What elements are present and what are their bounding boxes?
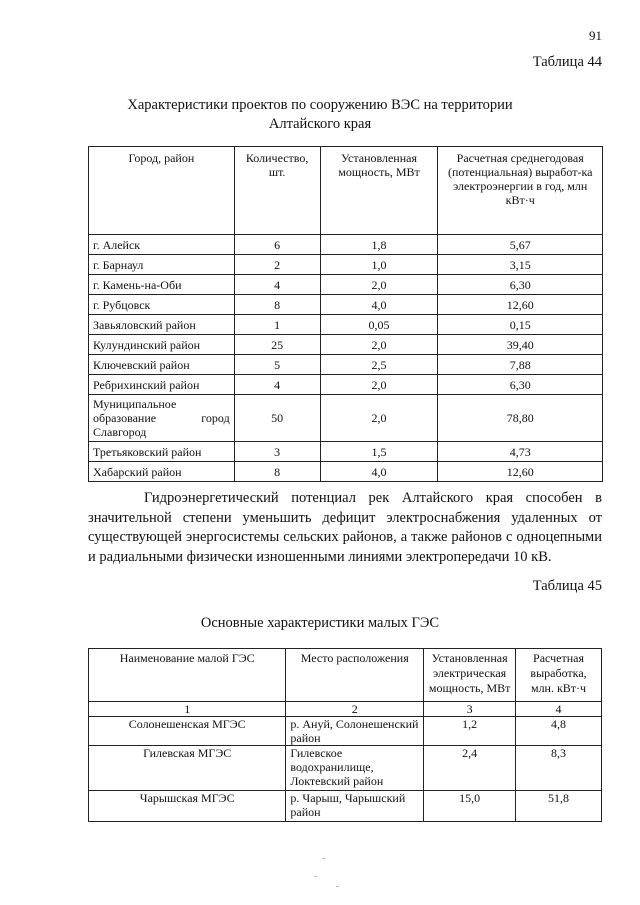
table44-cell-slavgorod [89,395,235,442]
table44-cell: г. Камень-на-Оби [89,275,235,295]
table44-cell: 6,30 [438,375,603,395]
table44-cell: 0,05 [320,315,438,335]
table-row [89,315,603,335]
table44-cell: 4 [234,275,320,295]
table-row [89,395,603,442]
table44-cell: 3 [234,442,320,462]
table44-label: Таблица 44 [532,54,602,70]
table44-cell: 4,0 [320,295,438,315]
table45-header: Наименование малой ГЭС [89,649,286,702]
slavgorod-word: город [201,411,230,425]
table45 [88,648,602,822]
table44-cell: Завьяловский район [89,315,235,335]
table44-cell: 1,5 [320,442,438,462]
table45-cell: 4,8 [516,717,602,746]
table44-cell: 12,60 [438,462,603,482]
table44-cell: 4 [234,375,320,395]
table45-index: 2 [286,702,424,717]
table-row [89,442,603,462]
table-row [89,235,603,255]
table-row [89,295,603,315]
slavgorod-line3: Славгород [93,425,147,439]
table45-header-row [89,649,602,702]
table44-cell: г. Алейск [89,235,235,255]
table44-caption [0,96,640,134]
table44-cell: г. Рубцовск [89,295,235,315]
table44-cell: 4,73 [438,442,603,462]
table44-cell: 7,88 [438,355,603,375]
table44-caption-line2: Алтайского края [268,116,372,132]
table45-cell: Гилевская МГЭС [89,746,286,791]
table44-header: Установленная мощность, МВт [320,147,438,235]
table45-cell: Гилевское водохранилище, Локтевский район [286,746,424,791]
table44 [88,146,603,482]
scan-speck [322,858,325,859]
table45-index: 4 [516,702,602,717]
table44-cell: 2,0 [320,375,438,395]
table44-cell: 4,0 [320,462,438,482]
table44-cell: 1 [234,315,320,335]
table44-cell: 1,0 [320,255,438,275]
table-row [89,746,602,791]
table45-index: 3 [424,702,516,717]
table44-cell: 0,15 [438,315,603,335]
table45-cell: 15,0 [424,791,516,822]
table44-cell: 3,15 [438,255,603,275]
slavgorod-line2 [93,411,230,425]
table44-cell: 2,0 [320,335,438,355]
table44-cell: 5,67 [438,235,603,255]
table45-index: 1 [89,702,286,717]
table44-cell: 78,80 [438,395,603,442]
table44-cell: Ребрихинский район [89,375,235,395]
body-paragraph: Гидроэнергетический потенциал рек Алтайского края способен в значительной степени уменьшить дефицит электроснабжения удаленных от существующей энергосистемы сельских районов, а также районов с одноцепными и радиальными физически изношенными линиями электропередачи 10 кВ. [88,490,602,565]
scan-speck [336,886,339,887]
slavgorod-word: образование [93,411,157,425]
table44-cell: Третьяковский район [89,442,235,462]
table45-cell: 1,2 [424,717,516,746]
table44-cell: 6,30 [438,275,603,295]
table44-cell: Кулундинский район [89,335,235,355]
table45-cell: 8,3 [516,746,602,791]
table44-header: Количество, шт. [234,147,320,235]
table45-header: Место расположения [286,649,424,702]
table44-cell: 8 [234,295,320,315]
table44-cell: 50 [234,395,320,442]
table-row [89,791,602,822]
table-row [89,717,602,746]
table44-cell: 2,0 [320,395,438,442]
table44-cell: 2,0 [320,275,438,295]
table-row [89,355,603,375]
table44-cell: 1,8 [320,235,438,255]
table44-header: Расчетная среднегодовая (потенциальная) выработ-ка электроэнергии в год, млн кВт·ч [438,147,603,235]
table44-cell: 39,40 [438,335,603,355]
table44-header: Город, район [89,147,235,235]
table44-cell: Ключевский район [89,355,235,375]
page-number: 91 [589,28,602,43]
table45-cell: р. Ануй, Солонешенский район [286,717,424,746]
table-row [89,335,603,355]
table45-header: Расчетная выработка, млн. кВт·ч [516,649,602,702]
table-row [89,375,603,395]
table45-label: Таблица 45 [532,578,602,594]
table45-cell: р. Чарыш, Чарышский район [286,791,424,822]
table44-cell: 5 [234,355,320,375]
table44-cell: 6 [234,235,320,255]
table44-cell: 12,60 [438,295,603,315]
table44-header-row [89,147,603,235]
table44-cell: Хабарский район [89,462,235,482]
table44-cell: 8 [234,462,320,482]
table45-index-row [89,702,602,717]
table44-cell: 25 [234,335,320,355]
table45-caption: Основные характеристики малых ГЭС [200,615,440,631]
table-row [89,462,603,482]
table45-cell: 51,8 [516,791,602,822]
table-row [89,255,603,275]
table44-cell: г. Барнаул [89,255,235,275]
table-row [89,275,603,295]
table44-cell: 2,5 [320,355,438,375]
table45-cell: Чарышская МГЭС [89,791,286,822]
table45-header: Установленная электрическая мощность, МВт [424,649,516,702]
slavgorod-line1: Муниципальное [93,397,177,411]
table44-cell: 2 [234,255,320,275]
table44-caption-line1: Характеристики проектов по сооружению ВЭС на территории [127,97,513,113]
scan-speck [314,876,317,877]
table45-cell: 2,4 [424,746,516,791]
table45-cell: Солонешенская МГЭС [89,717,286,746]
